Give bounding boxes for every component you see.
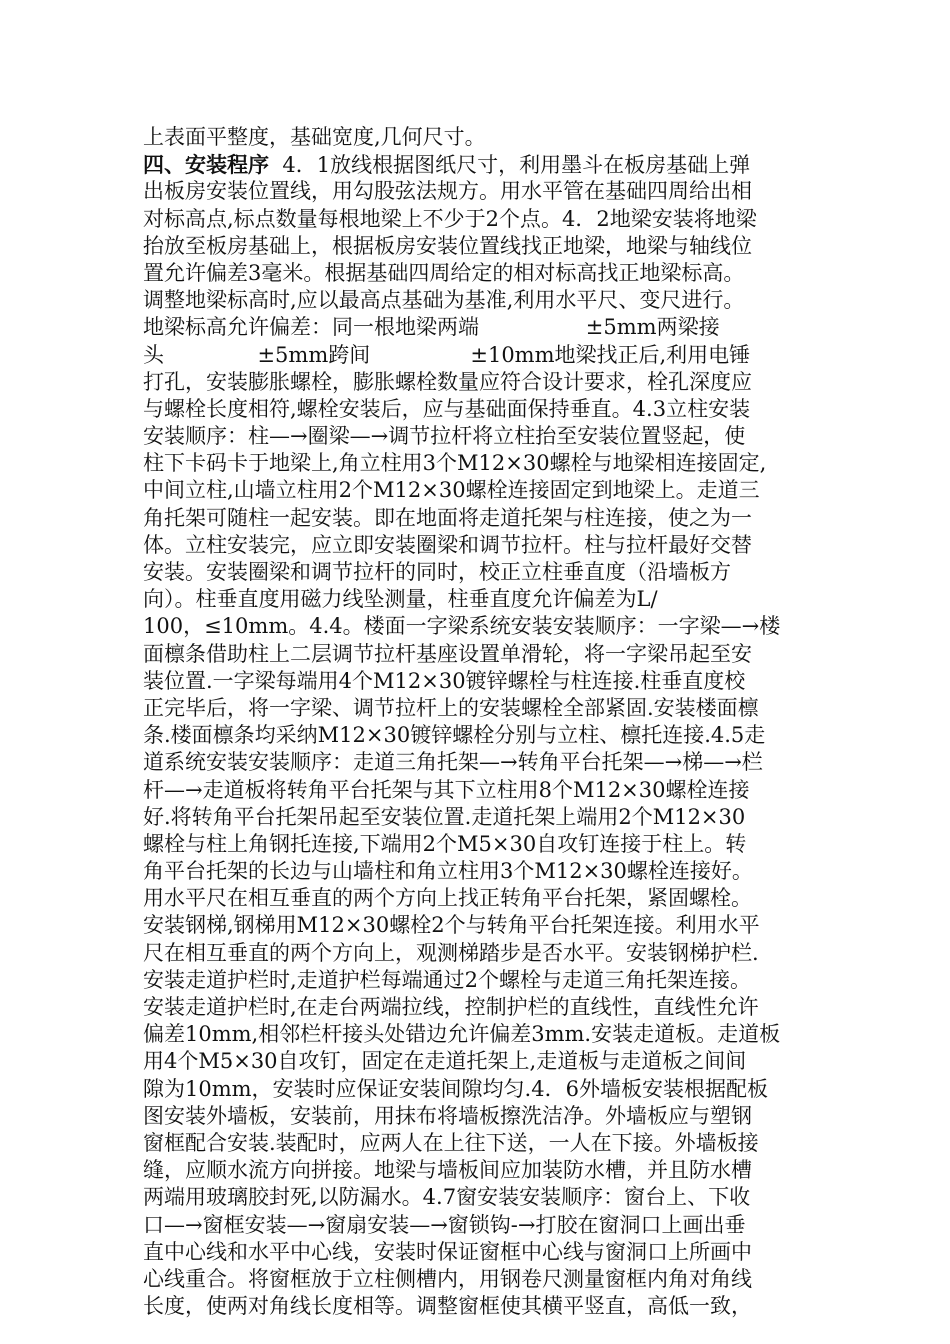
text-line: 安装钢梯,钢梯用M12×30螺栓2个与转角平台托架连接。利用水平	[143, 913, 760, 938]
text-line: 头 ±5mm跨间 ±10mm地梁找正后,利用电锤	[143, 342, 751, 367]
text-line: 用水平尺在相互垂直的两个方向上找正转角平台托架，紧固螺栓。	[143, 886, 752, 911]
text-line: 角托架可随柱一起安装。即在地面将走道托架与柱连接，使之为一	[143, 505, 752, 530]
text-line: 尺在相互垂直的两个方向上，观测梯踏步是否水平。安装钢梯护栏.	[143, 940, 759, 965]
text-line: 道系统安装安装顺序：走道三角托架—→转角平台托架—→梯—→栏	[143, 750, 763, 775]
text-line: 100，≤10mm。4.4。楼面一字梁系统安装安装顺序：一字梁—→楼	[143, 614, 781, 639]
text-line: 图安装外墙板，安装前，用抹布将墙板擦洗洁净。外墙板应与塑钢	[143, 1103, 752, 1128]
text-line: 螺栓与柱上角钢托连接,下端用2个M5×30自攻钉连接于柱上。转	[143, 831, 747, 856]
text-line: 两端用玻璃胶封死,以防漏水。4.7窗安装安装顺序：窗台上、下收	[143, 1185, 751, 1210]
section-heading: 四、安装程序	[143, 152, 269, 178]
text-line: 正完毕后，将一字梁、调节拉杆上的安装螺栓全部紧固.安装楼面檩	[143, 695, 759, 720]
text-line: 中间立柱,山墙立柱用2个M12×30螺栓连接固定到地梁上。走道三	[143, 478, 760, 503]
text-line: 装位置.一字梁每端用4个M12×30镀锌螺栓与柱连接.柱垂直度校	[143, 668, 746, 693]
text-line: 与螺栓长度相符,螺栓安装后，应与基础面保持垂直。4.3立柱安装	[143, 396, 751, 421]
text-line: 上表面平整度，基础宽度,几何尺寸。	[143, 125, 486, 149]
text-line: 条.楼面檩条均采纳M12×30镀锌螺栓分别与立柱、檩托连接.4.5走	[143, 723, 766, 748]
text-line: 面檩条借助柱上二层调节拉杆基座设置单滑轮，将一字梁吊起至安	[143, 641, 752, 666]
paragraph	[143, 178, 815, 1320]
text-line: 置允许偏差3毫米。根据基础四周给定的相对标高找正地梁标高。	[143, 260, 745, 285]
document-body	[143, 124, 815, 1320]
text-line: 出板房安装位置线，用勾股弦法规方。用水平管在基础四周给出相	[143, 179, 752, 204]
text-line: 角平台托架的长边与山墙柱和角立柱用3个M12×30螺栓连接好。	[143, 859, 753, 884]
text-line: 体。立柱安装完，应立即安装圈梁和调节拉杆。柱与拉杆最好交替	[143, 532, 752, 557]
text-line: 安装顺序：柱—→圈梁—→调节拉杆将立柱抬至安装位置竖起，使	[143, 424, 746, 449]
text-line: 对标高点,标点数量每根地梁上不少于2个点。4．2地梁安装将地梁	[143, 206, 757, 231]
text-line: 抬放至板房基础上，根据板房安装位置线找正地梁，地梁与轴线位	[143, 233, 752, 258]
text-line: 打孔，安装膨胀螺栓，膨胀螺栓数量应符合设计要求，栓孔深度应	[143, 369, 752, 394]
text-line: 心线重合。将窗框放于立柱侧槽内，用钢卷尺测量窗框内角对角线	[143, 1266, 752, 1291]
text-line: 安装走道护栏时,走道护栏每端通过2个螺栓与走道三角托架连接。	[143, 967, 752, 992]
text-line: 杆—→走道板将转角平台托架与其下立柱用8个M12×30螺栓连接	[143, 777, 750, 802]
text-line: 向）。柱垂直度用磁力线坠测量，柱垂直度允许偏差为L/	[143, 587, 658, 612]
text-line: 4．1放线根据图纸尺寸，利用墨斗在板房基础上弹	[269, 153, 751, 178]
text-line: 好.将转角平台托架吊起至安装位置.走道托架上端用2个M12×30	[143, 804, 746, 829]
text-line: 用4个M5×30自攻钉，固定在走道托架上,走道板与走道板之间间	[143, 1049, 747, 1074]
text-line: 直中心线和水平中心线，安装时保证窗框中心线与窗洞口上所画中	[143, 1239, 752, 1264]
text-line: 隙为10mm，安装时应保证安装间隙均匀.4．6外墙板安装根据配板	[143, 1076, 768, 1101]
text-line: 安装。安装圈梁和调节拉杆的同时，校正立柱垂直度（沿墙板方	[143, 560, 731, 584]
text-line: 偏差10mm,相邻栏杆接头处错边允许偏差3mm.安装走道板。走道板	[143, 1022, 781, 1047]
text-line: 安装走道护栏时,在走台两端拉线，控制护栏的直线性，直线性允许	[143, 995, 759, 1019]
text-line: 柱下卡码卡于地梁上,角立柱用3个M12×30螺栓与地梁相连接固定,	[143, 451, 767, 476]
text-line: 缝，应顺水流方向拼接。地梁与墙板间应加装防水槽，并且防水槽	[143, 1158, 752, 1183]
text-line: 调整地梁标高时,应以最高点基础为基准,利用水平尺、变尺进行。	[143, 288, 745, 313]
text-line: 地梁标高允许偏差：同一根地梁两端 ±5mm两梁接	[143, 315, 720, 340]
text-line: 窗框配合安装.装配时，应两人在上往下送，一人在下接。外墙板接	[143, 1130, 759, 1155]
section-line	[143, 151, 815, 178]
text-line: 长度，使两对角线长度相等。调整窗框使其横平竖直，高低一致，	[143, 1294, 752, 1319]
text-line: 口—→窗框安装—→窗扇安装—→窗锁钩-→打胶在窗洞口上画出垂	[143, 1212, 746, 1237]
